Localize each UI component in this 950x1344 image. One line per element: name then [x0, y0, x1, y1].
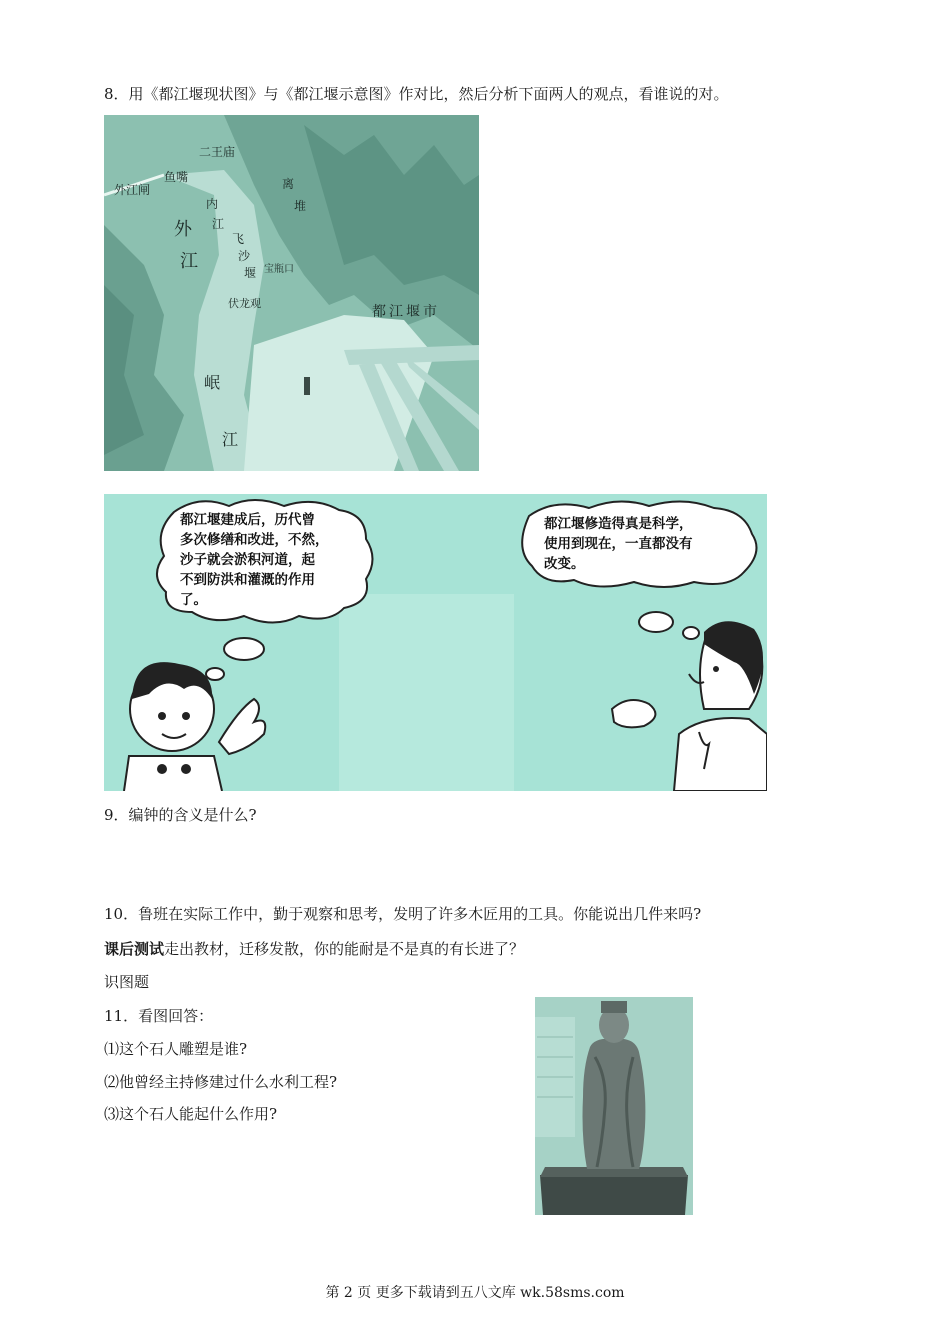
right-bubble-line: 都江堰修造得真是科学， [544, 516, 693, 532]
after-class-test [104, 939, 524, 959]
question-11-title: 11．看图回答： [104, 1007, 214, 1025]
map-label-jiang-outer: 江 [180, 251, 198, 272]
right-bubble-text [544, 514, 693, 574]
map-label-erwang-temple: 二王庙 [199, 145, 236, 159]
question-11-item: ⑵他曾经主持修建过什么水利工程? [104, 1073, 338, 1091]
page-footer: 第 2 页 更多下载请到五八文库 wk.58sms.com [325, 1285, 625, 1301]
question-10: 10．鲁班在实际工作中，勤于观察和思考，发明了许多木匠用的工具。你能说出几件来吗? [104, 905, 702, 923]
map-label-outer-gate: 外江闸 [114, 183, 151, 197]
question-11-item: ⑴这个石人雕塑是谁? [104, 1040, 248, 1058]
map-label-wai: 外 [174, 219, 192, 240]
section-title: 识图题 [104, 973, 150, 991]
map-label-dujiangyan-city: 都江堰市 [372, 304, 440, 320]
after-class-title: 课后测试 [104, 940, 165, 958]
left-bubble-line: 了。 [180, 592, 207, 608]
map-label-sha: 沙 [238, 249, 251, 263]
map-label-nei: 内 [206, 197, 219, 211]
cartoon-dialogue-image [104, 494, 767, 791]
map-label-baoping-kou: 宝瓶口 [264, 264, 294, 275]
map-label-min: 岷 [204, 373, 221, 392]
right-bubble-line: 使用到现在，一直都没有 [544, 536, 693, 552]
map-label-yan: 堰 [244, 266, 257, 280]
right-bubble-line: 改变。 [544, 556, 585, 572]
left-bubble-line: 不到防洪和灌溉的作用 [180, 572, 315, 588]
map-label-li: 离 [282, 177, 295, 191]
left-bubble-line: 都江堰建成后，历代曾 [180, 512, 315, 528]
map-label-jiang-inner: 江 [212, 217, 225, 231]
question-11-item: ⑶这个石人能起什么作用? [104, 1105, 278, 1123]
li-bing-statue-image [535, 997, 693, 1215]
map-label-fei: 飞 [232, 232, 245, 246]
after-class-text: 走出教材，迁移发散，你的能耐是不是真的有长进了？ [164, 940, 525, 958]
left-bubble-text [180, 510, 329, 610]
map-label-yuzui: 鱼嘴 [164, 170, 189, 184]
left-bubble-line: 多次修缮和改进，不然， [180, 532, 329, 548]
map-label-dui: 堆 [294, 199, 307, 213]
dujiangyan-map-image [104, 115, 479, 471]
question-9: 9．编钟的含义是什么? [104, 806, 257, 824]
question-8: 8．用《都江堰现状图》与《都江堰示意图》作对比，然后分析下面两人的观点，看谁说的对。 [104, 85, 729, 103]
map-label-jiang-min: 江 [222, 430, 239, 449]
left-bubble-line: 沙子就会淤积河道，起 [180, 552, 315, 568]
map-label-fulong-temple: 伏龙观 [228, 297, 261, 310]
